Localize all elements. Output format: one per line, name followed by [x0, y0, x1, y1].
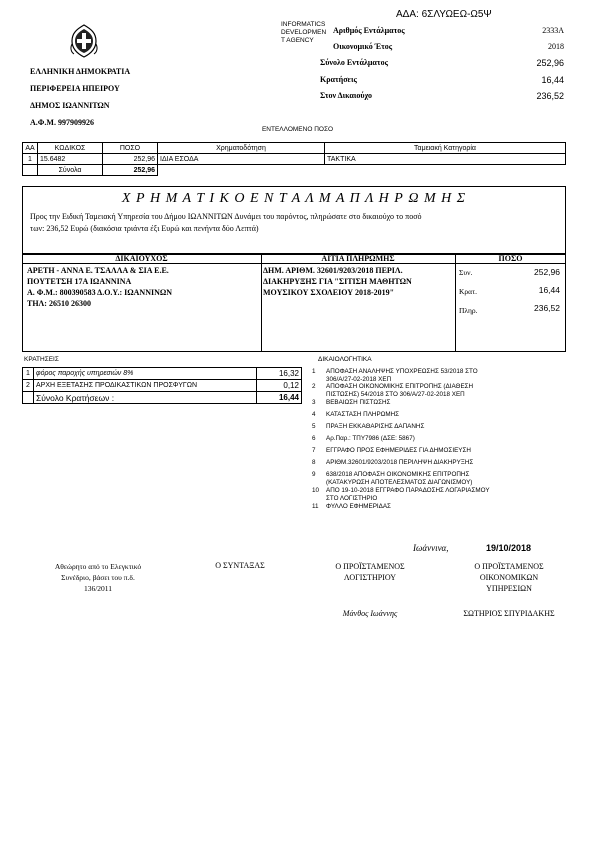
beneficiary-details — [27, 265, 172, 309]
issuer-municipality: ΔΗΜΟΣ ΙΩΑΝΝΙΤΩΝ — [30, 101, 110, 110]
cause-details — [263, 265, 412, 298]
total-label: Σύνολο Κρατήσεων : — [34, 392, 257, 404]
item-number: 10 — [312, 487, 320, 494]
list-item — [312, 435, 572, 447]
row-aa: 2 — [23, 380, 34, 392]
item-number: 1 — [312, 368, 316, 375]
row-funding: ΙΔΙΑ ΕΣΟΔΑ — [158, 154, 325, 165]
column-header: ΚΩΔΙΚΟΣ — [38, 143, 103, 154]
table-row — [23, 154, 566, 165]
item-number: 6 — [312, 435, 316, 442]
list-item — [312, 411, 572, 423]
finance-head-signature — [444, 561, 574, 594]
issuer-afm: Α.Φ.Μ. 997909926 — [30, 118, 94, 127]
table-header-row — [23, 143, 566, 154]
summary-value: 236,52 — [536, 91, 564, 101]
total-label: Σύνολα — [38, 165, 103, 176]
item-text: ΠΡΑΞΗ ΕΚΚΑΘΑΡΙΣΗΣ ΔΑΠΑΝΗΣ — [326, 423, 425, 430]
list-item — [312, 503, 572, 515]
item-text: 638/2018 ΑΠΟΦΑΣΗ ΟΙΚΟΝΟΜΙΚΗΣ ΕΠΙΤΡΟΠΗΣ — [326, 471, 470, 478]
signature-title: ΟΙΚΟΝΟΜΙΚΩΝ — [479, 573, 539, 582]
date: 19/10/2018 — [486, 543, 532, 553]
deductions-table — [22, 367, 302, 404]
item-text: ΒΕΒΑΙΩΣΗ ΠΙΣΤΩΣΗΣ — [326, 399, 391, 406]
item-text: Αρ.Παρ.: ΤΠΥ7986 (ΔΣΕ: 5867) — [326, 435, 415, 442]
summary-value: 252,96 — [536, 58, 564, 68]
item-number: 4 — [312, 411, 316, 418]
stamp-line: INFORMATICS — [281, 21, 326, 28]
item-text: ΣΤΟ ΛΟΓΙΣΤΗΡΙΟ — [326, 494, 378, 502]
row-aa: 1 — [23, 154, 38, 165]
summary-value: 16,44 — [541, 75, 564, 85]
cause-line: ΔΗΜ. ΑΡΙΘΜ. 32601/9203/2018 ΠΕΡΙΛ. — [263, 266, 403, 275]
list-item — [312, 368, 572, 383]
greek-emblem-icon — [68, 24, 100, 58]
item-text: ΠΙΣΤΩΣΗΣ) 54/2018 ΣΤΟ 306/Α/27-02-2018 ΧΕΠ — [326, 390, 465, 398]
item-number: 8 — [312, 459, 316, 466]
note-line: Συνέδριο, βάσει του π.δ. — [61, 573, 135, 582]
finance-head-name: ΣΩΤΗΡΙΟΣ ΣΠΥΡΙΔΑΚΗΣ — [463, 609, 555, 618]
summary-value: 2018 — [548, 42, 564, 51]
amount-value: 16,44 — [538, 285, 560, 295]
column-header: Χρηματοδότηση — [158, 143, 325, 154]
row-amount: 252,96 — [103, 154, 158, 165]
summary-value: 2333A — [542, 26, 564, 35]
issuer-region: ΠΕΡΙΦΕΡΕΙΑ ΗΠΕΙΡΟΥ — [30, 84, 120, 93]
table-total-row — [23, 392, 302, 404]
summary-label: Σύνολο Εντάλματος — [320, 58, 388, 67]
accounting-head-signature — [310, 561, 430, 583]
item-text: ΑΠΟΦΑΣΗ ΟΙΚΟΝΟΜΙΚΗΣ ΕΠΙΤΡΟΠΗΣ (ΔΙΑΘΕΣΗ — [326, 383, 474, 390]
column-header: Ταμειακή Κατηγορία — [325, 143, 566, 154]
table-row — [23, 368, 302, 380]
item-text: ΦΥΛΛΟ ΕΦΗΜΕΡΙΔΑΣ — [326, 503, 391, 510]
order-text-line: Προς την Ειδική Ταμειακή Υπηρεσία του Δήμου ΙΩΑΝΝΙΤΩΝ Δυνάμει του παρόντος, πληρώσατε στο δικαιούχο το ποσό — [30, 212, 422, 221]
item-text: 306/Α/27-02-2018 ΧΕΠ — [326, 375, 392, 383]
item-text: ΕΓΓΡΑΦΟ ΠΡΟΣ ΕΦΗΜΕΡΙΔΕΣ ΓΙΑ ΔΗΜΟΣΙΕΥΣΗ — [326, 447, 471, 454]
item-number: 3 — [312, 399, 316, 406]
note-line: Αθεώρητο από το Ελεγκτικό — [54, 562, 142, 571]
issuer-block — [30, 63, 130, 131]
beneficiary-afm: Α. Φ.Μ.: 800390583 Δ.Ο.Υ.: ΙΩΑΝΝΙΝΩΝ — [27, 288, 173, 297]
amount-header: ΠΟΣΟ — [498, 254, 523, 263]
table-total-row — [23, 165, 566, 176]
row-aa: 1 — [23, 368, 34, 380]
cause-line: ΔΙΑΚΗΡΥΞΗΣ ΓΙΑ "ΣΙΤΙΣΗ ΜΑΘΗΤΩΝ — [263, 277, 412, 286]
stamp-line: T AGENCY — [281, 37, 314, 44]
summary-label: Κρατήσεις — [320, 75, 357, 84]
list-item — [312, 471, 572, 487]
item-text: ΑΠΟΦΑΣΗ ΑΝΑΛΗΨΗΣ ΥΠΟΧΡΕΩΣΗΣ 53/2018 ΣΤΟ — [326, 368, 478, 375]
order-text-line: των: 236,52 Ευρώ (διακόσια τριάντα έξι Ευρώ και πενήντα δύο Λεπτά) — [30, 224, 259, 233]
list-item — [312, 447, 572, 459]
author-signature: Ο ΣΥΝΤΑΞΑΣ — [215, 561, 265, 570]
signature-title: Ο ΠΡΟΪΣΤΑΜΕΝΟΣ — [474, 562, 544, 571]
beneficiary-header: ΔΙΚΑΙΟΥΧΟΣ — [115, 254, 168, 263]
list-item — [312, 383, 572, 399]
signature-title: ΛΟΓΙΣΤΗΡΙΟΥ — [343, 573, 397, 582]
issuer-country: ΕΛΛΗΝΙΚΗ ΔΗΜΟΚΡΑΤΙΑ — [30, 67, 131, 76]
posted-amount-title: ΕΝΤΕΛΛΟΜΕΝΟ ΠΟΣΟ — [261, 126, 334, 133]
amount-value: 252,96 — [534, 267, 560, 277]
payment-order-title: Χ Ρ Η Μ Α Τ Ι Κ Ο Ε Ν Τ Α Λ Μ Α Π Λ Η Ρ Ω Μ Η Σ — [121, 191, 467, 206]
summary-label: Αριθμός Εντάλματος — [333, 26, 405, 35]
audit-exemption-note — [38, 561, 158, 594]
item-text: ΑΡΙΘΜ.32601/9203/2018 ΠΕΡΙΛΗΨΗ ΔΙΑΚΗΡΥΞΗΣ — [326, 459, 474, 466]
row-value: 16,32 — [257, 368, 302, 380]
column-header: ΑΑ — [23, 143, 38, 154]
payment-order-text — [30, 211, 422, 235]
amount-label: Κρατ. — [459, 287, 477, 296]
list-item — [312, 487, 572, 503]
item-number: 5 — [312, 423, 316, 430]
supporting-docs-title: ΔΙΚΑΙΟΛΟΓΗΤΙΚΑ — [318, 356, 372, 363]
deductions-title: ΚΡΑΤΗΣΕΙΣ — [24, 356, 59, 363]
list-item — [312, 399, 572, 411]
row-value: 0,12 — [257, 380, 302, 392]
amount-value: 236,52 — [534, 303, 560, 313]
place: Ιωάννινα, — [413, 543, 449, 553]
row-label: ΑΡΧΗ ΕΞΕΤΑΣΗΣ ΠΡΟΔΙΚΑΣΤΙΚΩΝ ΠΡΟΣΦΥΓΩΝ — [34, 380, 257, 392]
table-row — [23, 380, 302, 392]
list-item — [312, 423, 572, 435]
list-item — [312, 459, 572, 471]
summary-label: Οικονομικό Έτος — [333, 42, 393, 51]
item-text: (ΚΑΤΑΚΥΡΩΣΗ ΑΠΟΤΕΛΕΣΜΑΤΟΣ ΔΙΑΓΩΝΙΣΜΟΥ) — [326, 478, 473, 486]
row-code: 15.6482 — [38, 154, 103, 165]
item-number: 9 — [312, 471, 316, 478]
item-number: 7 — [312, 447, 316, 454]
row-category: ΤΑΚΤΙΚΑ — [325, 154, 566, 165]
posted-amount-table — [22, 142, 566, 176]
item-text: ΚΑΤΑΣΤΑΣΗ ΠΛΗΡΩΜΗΣ — [326, 411, 400, 418]
supporting-docs-list — [312, 368, 572, 515]
cause-line: ΜΟΥΣΙΚΟΥ ΣΧΟΛΕΙΟΥ 2018-2019" — [263, 288, 395, 297]
total-value: 252,96 — [103, 165, 158, 176]
cause-header: ΑΙΤΙΑ ΠΛΗΡΩΜΗΣ — [321, 254, 395, 263]
column-header: ΠΟΣΟ — [103, 143, 158, 154]
beneficiary-address: ΠΟΥΤΕΤΣΗ 17Α ΙΩΑΝΝΙΝΑ — [27, 277, 132, 286]
signature-title: ΥΠΗΡΕΣΙΩΝ — [486, 584, 532, 593]
beneficiary-phone: ΤΗΛ: 26510 26300 — [27, 299, 91, 308]
total-value: 16,44 — [257, 392, 302, 404]
stamp-line: DEVELOPMEN — [281, 29, 327, 36]
row-label: φόρος παροχής υπηρεσιών 8% — [34, 368, 257, 380]
informatics-stamp — [281, 21, 326, 45]
signature-title: Ο ΠΡΟΪΣΤΑΜΕΝΟΣ — [335, 562, 405, 571]
note-line: 136/2011 — [83, 584, 113, 593]
item-number: 2 — [312, 383, 316, 390]
beneficiary-name: ΑΡΕΤΗ - ΑΝΝΑ Ε. ΤΣΑΛΛΑ & ΣΙΑ Ε.Ε. — [27, 266, 169, 275]
amount-label: Συν. — [459, 268, 473, 277]
summary-label: Στον Δικαιούχο — [320, 91, 372, 100]
item-text: ΑΠΟ 19-10-2018 ΕΓΓΡΑΦΟ ΠΑΡΑΔΟΣΗΣ ΛΟΓΑΡΙΑΣΜΟΥ — [326, 487, 490, 494]
ada-code: ΑΔΑ: 6ΣΛΥΩΕΩ-Ω5Ψ — [396, 9, 492, 20]
amount-label: Πληρ. — [459, 306, 478, 315]
item-number: 11 — [312, 503, 319, 510]
accounting-head-name: Μάνθος Ιωάννης — [342, 609, 398, 618]
